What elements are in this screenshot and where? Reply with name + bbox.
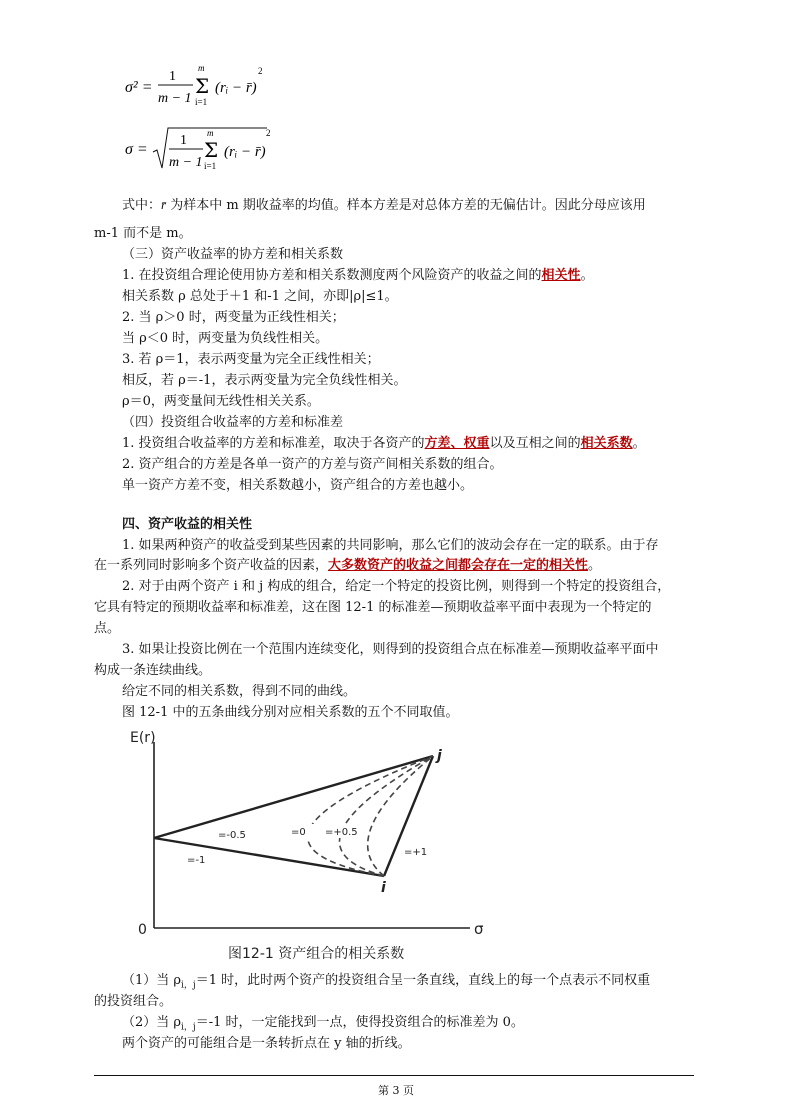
stddev-sum-bottom: i=1 [204,161,217,171]
variance-formula-svg [125,62,295,112]
heading-portfolio-variance: （四）投资组合收益率的方差和标准差 [122,415,344,430]
list-item: ρ＝0，两变量间无线性相关关系。 [122,394,320,409]
paragraph [122,1014,524,1037]
paragraph: 图 12-1 中的五条曲线分别对应相关系数的五个不同取值。 [122,705,459,720]
point-i-label: i [381,880,386,896]
variance-body: (rᵢ − r̄) [215,80,257,96]
highlight-correlation: 相关性 [541,268,581,283]
list-item: 当 ρ＜0 时，两变量为负线性相关。 [122,331,329,346]
list-item: 2. 资产组合的方差是各单一资产的方差与资产间相关系数的组合。 [122,457,503,472]
stddev-formula-svg [125,122,305,174]
stddev-coef-num: 1 [180,133,187,148]
origin-label: 0 [138,922,147,938]
stddev-body: (rᵢ − r̄) [224,144,266,160]
paragraph: 2. 对于由两个资产 i 和 j 构成的组合，给定一个特定的投资比例，则得到一个特定的投资组合， [122,579,671,594]
stddev-sum-top: m [207,128,214,138]
text-span: （2）当 ρ [122,1015,182,1030]
text-span: 。 [632,436,646,451]
text-span: 式中： [122,198,162,213]
subscript: i，j [181,980,196,991]
stddev-power: 2 [266,128,271,138]
highlight-most-assets-correlated: 大多数资产的收益之间都会存在一定的相关性 [328,558,589,573]
variance-formula [125,62,295,112]
paragraph: 给定不同的相关系数，得到不同的曲线。 [122,684,357,699]
figure-caption: 图12-1 资产组合的相关系数 [228,946,405,962]
section-heading: 四、资产收益的相关性 [122,517,253,532]
paragraph: 1. 如果两种资产的收益受到某些因素的共同影响，那么它们的波动会存在一定的联系。由于存 [122,538,659,553]
curve-label-minus-1: =-1 [187,855,206,866]
variance-sum-bottom: i=1 [195,97,208,107]
highlight-variance-weight: 方差、权重 [424,436,490,451]
point-j-label: j [437,748,442,764]
paragraph: 的投资组合。 [94,994,173,1009]
variance-power: 2 [258,66,263,76]
sum-symbol-icon: Σ [195,74,210,98]
text-span: 以及互相之间的 [489,436,581,451]
curve-label-plus-0.5: =+0.5 [325,827,358,838]
list-item [122,435,646,453]
list-item: 相反，若 ρ＝-1，表示两变量为完全负线性相关。 [122,373,407,388]
text-span: ＝-1 时，一定能找到一点，使得投资组合的标准差为 0。 [195,1015,524,1030]
text-span: 。 [588,558,602,573]
paragraph [122,972,650,995]
list-item: 单一资产方差不变，相关系数越小，资产组合的方差也越小。 [122,478,474,493]
stddev-formula [125,122,305,174]
text-span: 1. 在投资组合理论使用协方差和相关系数测度两个风险资产的收益之间的 [122,268,542,283]
curve-label-minus-0.5: =-0.5 [218,830,246,841]
list-item: 相关系数 ρ 总处于＋1 和-1 之间，亦即|ρ|≤1。 [122,289,398,304]
list-item [122,267,594,285]
curve-label-plus-1: =+1 [404,847,428,858]
text-span: 。 [580,268,594,283]
highlight-correlation-coefficient: 相关系数 [580,436,633,451]
text-span: （1）当 ρ [122,973,182,988]
para-mean-definition [122,196,646,215]
list-item: 3. 若 ρ＝1，表示两变量为完全正线性相关； [122,352,380,367]
paragraph: 构成一条连续曲线。 [94,663,212,678]
paragraph: 它具有特定的预期收益率和标准差，这在图 12-1 的标准差—预期收益率平面中表现为一个特定的 [94,600,652,615]
figure-svg [130,726,500,966]
figure-12-1 [130,726,500,966]
sum-symbol-icon: Σ [204,138,219,162]
footer-divider [94,1075,694,1076]
variance-sum-top: m [198,63,205,73]
paragraph: 3. 如果让投资比例在一个范围内连续变化，则得到的投资组合点在标准差—预期收益率平面中 [122,642,659,657]
paragraph [94,557,601,575]
text-span: ＝1 时，此时两个资产的投资组合呈一条直线，直线上的每一个点表示不同权重 [195,973,651,988]
stddev-coef-den: m − 1 [169,155,203,170]
page-number: 第 3 页 [378,1084,414,1097]
x-axis-label: σ [474,920,484,938]
heading-covariance: （三）资产收益率的协方差和相关系数 [122,247,344,262]
list-item: 2. 当 ρ＞0 时，两变量为正线性相关； [122,310,345,325]
subscript: i，j [181,1022,196,1033]
paragraph: 两个资产的可能组合是一条转折点在 y 轴的折线。 [122,1036,411,1051]
para-mean-definition-cont: m-1 而不是 m。 [94,226,192,241]
variance-lhs: σ² = [125,79,153,96]
r-bar-symbol: r̄ [161,197,167,212]
text-span: 在一系列同时影响多个资产收益的因素， [94,558,329,573]
text-span: 为样本中 m 期收益率的均值。样本方差是对总体方差的无偏估计。因此分母应该用 [166,198,646,213]
paragraph: 点。 [94,621,121,636]
curve-label-0: =0 [291,827,306,838]
variance-coef-den: m − 1 [158,91,192,106]
y-axis-label: E(r) [130,730,156,746]
variance-coef-num: 1 [169,69,176,84]
stddev-lhs: σ = [125,141,148,158]
text-span: 1. 投资组合收益率的方差和标准差，取决于各资产的 [122,436,425,451]
